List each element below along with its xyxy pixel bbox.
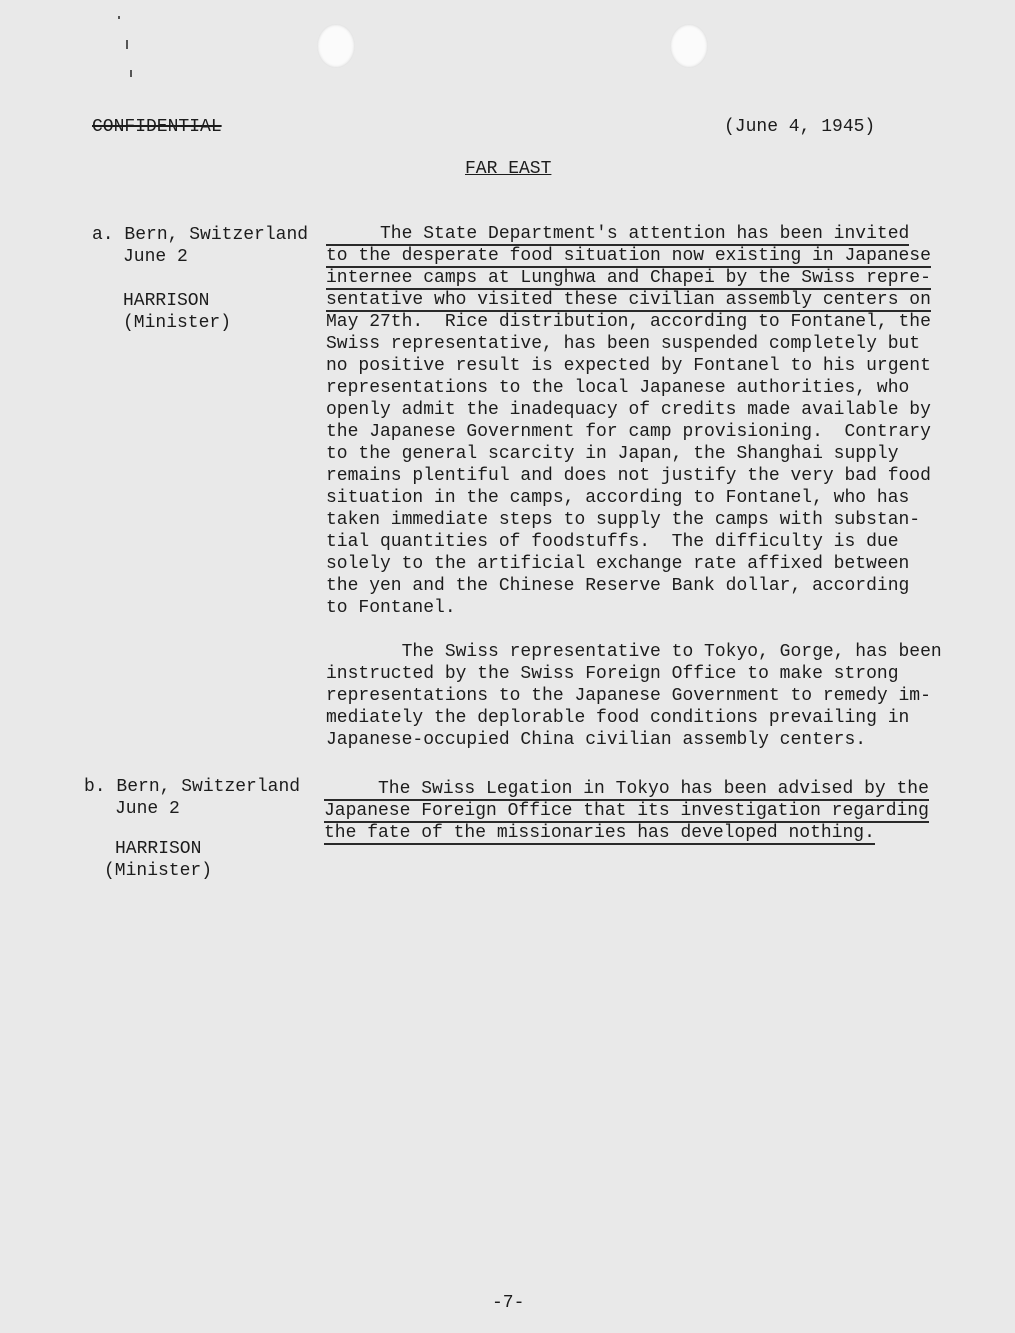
entry-role: (Minister) bbox=[123, 313, 232, 333]
entry-role: (Minister) bbox=[104, 861, 213, 881]
classification-stamp: CONFIDENTIAL bbox=[92, 117, 222, 137]
entry-label: a. bbox=[92, 225, 114, 245]
ink-mark bbox=[126, 40, 128, 49]
body-line: the yen and the Chinese Reserve Bank dollar, according bbox=[326, 576, 910, 596]
body-line: no positive result is expected by Fontanel to his urgent bbox=[326, 356, 931, 376]
body-line: The State Department's attention has been invited bbox=[326, 224, 910, 244]
body-line: taken immediate steps to supply the camps with substan- bbox=[326, 510, 921, 530]
body-line: The Swiss representative to Tokyo, Gorge, has been bbox=[326, 642, 942, 662]
entry-b-body bbox=[324, 778, 964, 844]
entry-place: Bern, Switzerland bbox=[124, 225, 309, 245]
body-line: Japanese Foreign Office that its investigation regarding bbox=[324, 801, 929, 821]
body-line: the fate of the missionaries has developed nothing. bbox=[324, 823, 875, 843]
body-line: remains plentiful and does not justify the very bad food bbox=[326, 466, 931, 486]
punch-hole-left bbox=[317, 24, 355, 68]
entry-sender: HARRISON bbox=[115, 839, 202, 859]
body-line: May 27th. Rice distribution, according to Fontanel, the bbox=[326, 312, 931, 332]
ink-mark bbox=[118, 16, 120, 19]
ink-mark bbox=[130, 70, 132, 77]
body-line: solely to the artificial exchange rate affixed between bbox=[326, 554, 910, 574]
body-line: internee camps at Lunghwa and Chapei by the Swiss repre- bbox=[326, 268, 931, 288]
body-line: Swiss representative, has been suspended completely but bbox=[326, 334, 921, 354]
entry-place: Bern, Switzerland bbox=[116, 777, 301, 797]
entry-b-meta bbox=[84, 776, 300, 882]
body-line: mediately the deplorable food conditions prevailing in bbox=[326, 708, 910, 728]
body-line: to Fontanel. bbox=[326, 598, 456, 618]
entry-a-body bbox=[326, 223, 966, 751]
body-line: sentative who visited these civilian assembly centers on bbox=[326, 290, 931, 310]
body-line: situation in the camps, according to Fontanel, who has bbox=[326, 488, 910, 508]
body-line: representations to the Japanese Government to remedy im- bbox=[326, 686, 931, 706]
entry-a-meta bbox=[92, 224, 308, 334]
section-heading: FAR EAST bbox=[465, 159, 552, 179]
body-line: the Japanese Government for camp provisioning. Contrary bbox=[326, 422, 931, 442]
body-line: to the general scarcity in Japan, the Shanghai supply bbox=[326, 444, 899, 464]
body-line: openly admit the inadequacy of credits made available by bbox=[326, 400, 931, 420]
document-date: (June 4, 1945) bbox=[724, 117, 876, 137]
punch-hole-right bbox=[670, 24, 708, 68]
body-line: to the desperate food situation now existing in Japanese bbox=[326, 246, 931, 266]
entry-sender: HARRISON bbox=[123, 291, 210, 311]
body-line: The Swiss Legation in Tokyo has been advised by the bbox=[324, 779, 929, 799]
body-line: tial quantities of foodstuffs. The difficulty is due bbox=[326, 532, 899, 552]
body-line: representations to the local Japanese authorities, who bbox=[326, 378, 910, 398]
entry-date: June 2 bbox=[115, 799, 180, 819]
body-line: Japanese-occupied China civilian assembly centers. bbox=[326, 730, 867, 750]
entry-date: June 2 bbox=[123, 247, 188, 267]
entry-label: b. bbox=[84, 777, 106, 797]
body-line: instructed by the Swiss Foreign Office to make strong bbox=[326, 664, 899, 684]
page-number: -7- bbox=[492, 1293, 525, 1313]
